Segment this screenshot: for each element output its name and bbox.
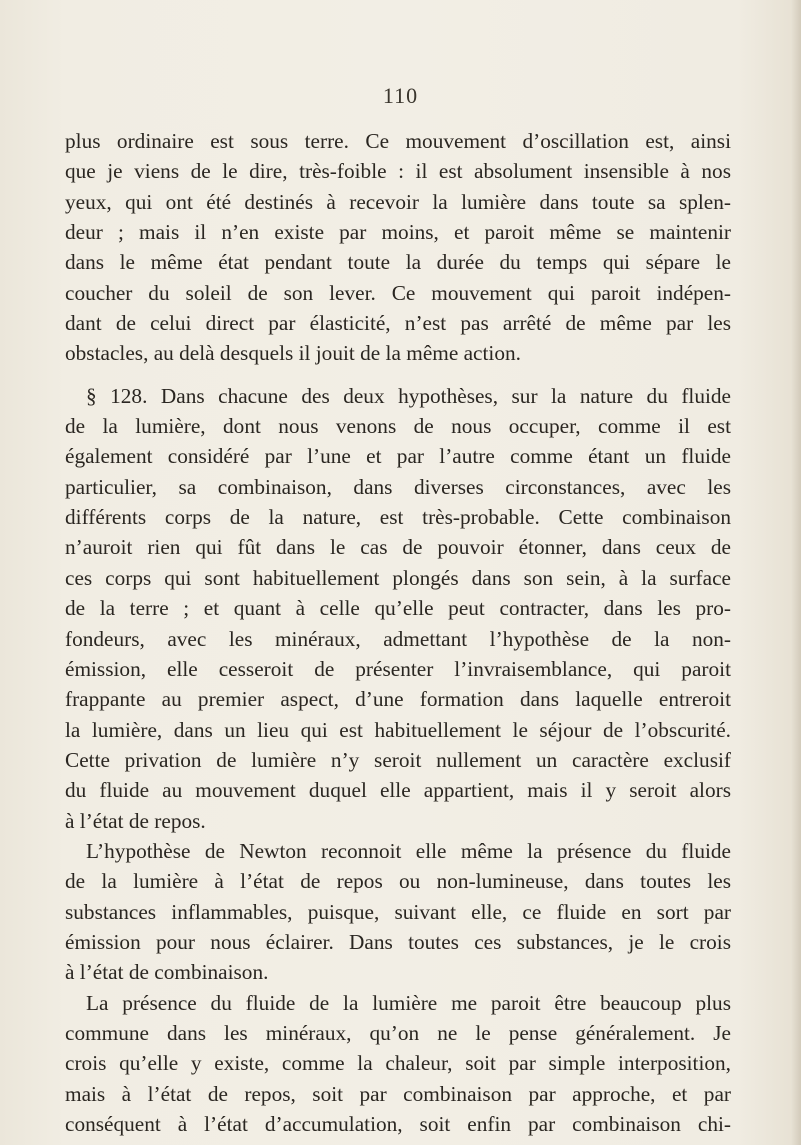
text-line: coucher du soleil de son lever. Ce mouvement qui paroit indépen- [65, 280, 731, 305]
text-line: de la lumière, dont nous venons de nous occuper, comme il est [65, 414, 731, 439]
text-line: à l’état de combinaison. [65, 960, 269, 985]
text-line: deur ; mais il n’en existe par moins, et paroit même se maintenir [65, 220, 731, 245]
text-line: L’hypothèse de Newton reconnoit elle même la présence du fluide [86, 838, 731, 863]
paragraph-gap [65, 369, 731, 381]
text-line: mais à l’état de repos, soit par combinaison par approche, et par [65, 1081, 731, 1106]
text-line: que je viens de le dire, très-foible : il est absolument insensible à nos [65, 159, 731, 184]
text-line: la lumière, dans un lieu qui est habituellement le séjour de l’obscurité. [65, 717, 731, 742]
text-line: particulier, sa combinaison, dans diverses circonstances, avec les [65, 474, 731, 499]
text-line: obstacles, au delà desquels il jouit de la même action. [65, 341, 521, 366]
section-heading-line: § 128. Dans chacune des deux hypothèses, sur la nature du fluide [86, 383, 731, 408]
text-line: différents corps de la nature, est très-probable. Cette combinaison [65, 505, 731, 530]
text-line: dant de celui direct par élasticité, n’est pas arrêté de même par les [65, 311, 731, 336]
text-line: de la terre ; et quant à celle qu’elle peut contracter, dans les pro- [65, 596, 731, 621]
text-line: ces corps qui sont habituellement plongés dans son sein, à la surface [65, 565, 731, 590]
text-line: de la lumière à l’état de repos ou non-lumineuse, dans toutes les [65, 869, 731, 894]
text-line: émission pour nous éclairer. Dans toutes ces substances, je le crois [65, 929, 731, 954]
text-line: dans le même état pendant toute la durée du temps qui sépare le [65, 250, 731, 275]
text-line: plus ordinaire est sous terre. Ce mouvement d’oscillation est, ainsi [65, 129, 731, 153]
text-line: fondeurs, avec les minéraux, admettant l’hypothèse de la non- [65, 626, 731, 651]
text-line: à l’état de repos. [65, 808, 206, 833]
page-number: 110 [382, 83, 419, 108]
text-line: yeux, qui ont été destinés à recevoir la lumière dans toute sa splen- [65, 189, 731, 214]
text-line: crois qu’elle y existe, comme la chaleur, soit par simple interposition, [65, 1051, 731, 1076]
text-line: n’auroit rien qui fût dans le cas de pouvoir étonner, dans ceux de [65, 535, 731, 560]
text-line: émission, elle cesseroit de présenter l’invraisemblance, qui paroit [65, 656, 731, 681]
text-line: Cette privation de lumière n’y seroit nullement un caractère exclusif [65, 747, 731, 772]
text-line: frappante au premier aspect, d’une formation dans laquelle entreroit [65, 687, 731, 712]
page-body [65, 126, 731, 1139]
text-line: conséquent à l’état d’accumulation, soit enfin par combinaison chi- [65, 1112, 731, 1136]
text-line: du fluide au mouvement duquel elle appartient, mais il y seroit alors [65, 778, 731, 803]
text-line: commune dans les minéraux, qu’on ne le pense généralement. Je [65, 1020, 731, 1045]
text-line: La présence du fluide de la lumière me paroit être beaucoup plus [86, 990, 731, 1015]
page-edge-shadow [791, 0, 801, 1145]
text-line: substances inflammables, puisque, suivant elle, ce fluide en sort par [65, 899, 731, 924]
text-line: également considéré par l’une et par l’autre comme étant un fluide [65, 444, 731, 469]
